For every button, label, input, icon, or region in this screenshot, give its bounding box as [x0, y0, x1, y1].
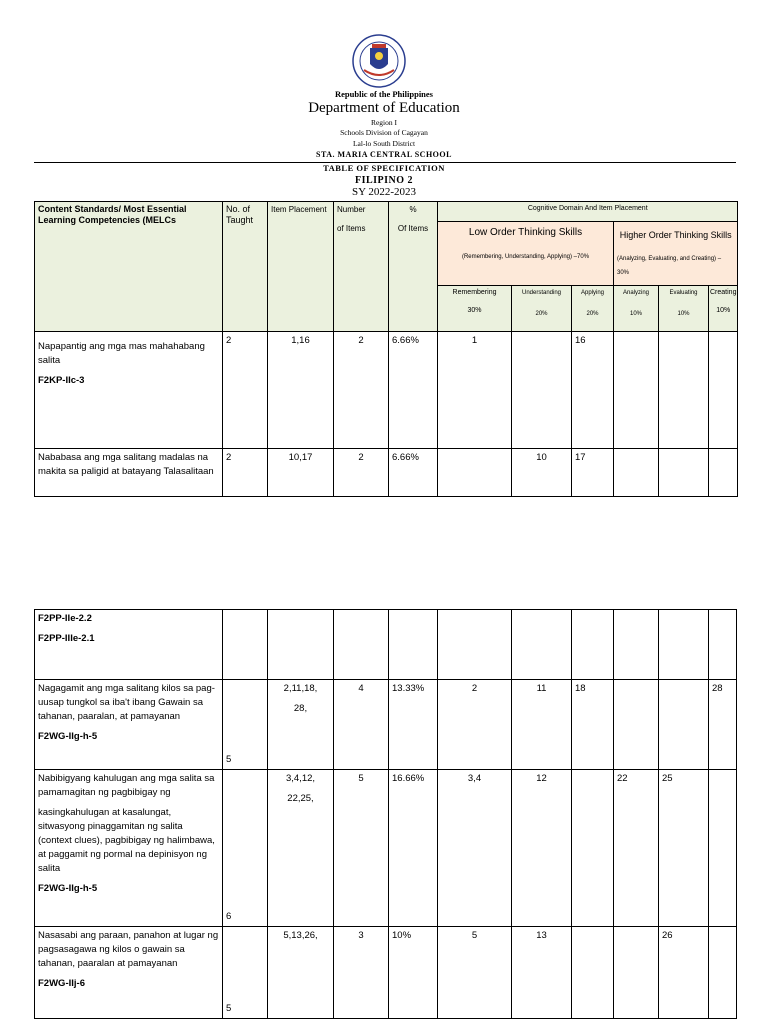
understanding-cell: [512, 610, 572, 680]
table-row: [35, 332, 738, 449]
placement-line: 3,4,12,: [285, 773, 316, 784]
taught-cell: 2: [223, 449, 268, 497]
level-name: Creating: [710, 289, 737, 296]
applying-cell: 17: [572, 449, 614, 497]
table-row: [35, 927, 737, 1019]
analyzing-cell: [614, 332, 659, 449]
level-pct: 10%: [716, 307, 731, 314]
analyzing-cell: [614, 680, 659, 770]
level-analyzing: [614, 286, 659, 332]
competency-cell: [35, 610, 223, 680]
level-name: Evaluating: [669, 290, 698, 296]
competency-text-continued: kasingkahulugan at kasalungat, sitwasyong pinaggamitan ng salita (context clues), pagbibigay ng halimbawa, at paggamit ng pormal na depinisyon ng salita: [38, 807, 215, 874]
evaluating-cell: 26: [659, 927, 709, 1019]
lot-description: (Remembering, Understanding, Applying) –70%: [461, 254, 590, 260]
evaluating-cell: [659, 449, 709, 497]
number-cell: 4: [334, 680, 389, 770]
creating-cell: [709, 927, 737, 1019]
document-title: TABLE OF SPECIFICATION: [323, 163, 445, 173]
analyzing-cell: [614, 610, 659, 680]
applying-cell: [572, 927, 614, 1019]
header-hot: [614, 222, 738, 286]
competency-text: Nagagamit ang mga salitang kilos sa pag-uusap tungkol sa iba't ibang Gawain sa tahanan, paaralan, at pamayanan: [38, 683, 215, 722]
level-name: Analyzing: [622, 290, 649, 296]
competency-code: F2WG-IIj-6: [38, 978, 85, 989]
table-row: [35, 610, 737, 680]
taught-cell: 5: [223, 927, 268, 1019]
competency-code: F2WG-IIg-h-5: [38, 731, 98, 742]
remembering-cell: [438, 610, 512, 680]
applying-cell: 18: [572, 680, 614, 770]
department-title: Department of Education: [308, 100, 460, 116]
percent-cell: 6.66%: [389, 332, 438, 449]
header-percent-label: %: [409, 205, 417, 214]
understanding-cell: [512, 332, 572, 449]
competency-text: Napapantig ang mga mas mahahabang salita: [38, 341, 205, 366]
competency-text: Nasasabi ang paraan, panahon at lugar ng pagsasagawa ng kilos o gawain sa tahanan, paaralan at pamayanan: [38, 930, 219, 969]
table-row: [35, 680, 737, 770]
lot-title: Low Order Thinking Skills: [468, 227, 583, 238]
competency-cell: [35, 449, 223, 497]
evaluating-cell: [659, 332, 709, 449]
number-cell: [334, 610, 389, 680]
competency-text: Nababasa ang mga salitang madalas na makita sa paligid at batayang Talasalitaan: [38, 452, 214, 477]
level-remembering: [438, 286, 512, 332]
understanding-cell: 13: [512, 927, 572, 1019]
applying-cell: [572, 770, 614, 927]
competency-code: F2KP-IIc-3: [38, 375, 85, 386]
competency-cell: [35, 927, 223, 1019]
placement-line: 22,25,: [287, 793, 314, 804]
placement-cell: [268, 680, 334, 770]
percent-cell: 6.66%: [389, 449, 438, 497]
taught-cell: 6: [223, 770, 268, 927]
analyzing-cell: 22: [614, 770, 659, 927]
header-item-placement: Item Placement: [268, 202, 334, 332]
tos-table-page2: [34, 609, 737, 1019]
header-lot: [438, 222, 614, 286]
placement-line: 28,: [293, 703, 308, 714]
analyzing-cell: [614, 927, 659, 1019]
level-name: Applying: [580, 290, 604, 296]
creating-cell: [709, 332, 738, 449]
level-understanding: [512, 286, 572, 332]
competency-cell: [35, 770, 223, 927]
level-applying: [572, 286, 614, 332]
competency-cell: [35, 332, 223, 449]
placement-cell: 1,16: [268, 332, 334, 449]
applying-cell: [572, 610, 614, 680]
level-pct: 10%: [677, 311, 690, 317]
evaluating-cell: [659, 680, 709, 770]
placement-cell: 10,17: [268, 449, 334, 497]
number-cell: 2: [334, 332, 389, 449]
level-pct: 20%: [586, 311, 599, 317]
hot-description: (Analyzing, Evaluating, and Creating) – 30%: [617, 256, 722, 276]
table-row: [35, 449, 738, 497]
header-percent-of-items-label: Of Items: [397, 224, 429, 233]
taught-cell: 2: [223, 332, 268, 449]
percent-cell: [389, 610, 438, 680]
competency-code: F2WG-IIg-h-5: [38, 883, 98, 894]
table-row: [35, 770, 737, 927]
school-name: STA. MARIA CENTRAL SCHOOL: [316, 150, 452, 159]
number-cell: 2: [334, 449, 389, 497]
creating-cell: 28: [709, 680, 737, 770]
analyzing-cell: [614, 449, 659, 497]
creating-cell: [709, 610, 737, 680]
header-number-label: Number: [337, 205, 366, 214]
placement-cell: [268, 770, 334, 927]
percent-cell: 16.66%: [389, 770, 438, 927]
competency-code: F2PP-IIIe-2.1: [38, 633, 95, 644]
school-year: SY 2022-2023: [351, 186, 417, 198]
header-of-items-label: of Items: [337, 224, 366, 233]
level-evaluating: [659, 286, 709, 332]
remembering-cell: [438, 449, 512, 497]
level-pct: 20%: [535, 311, 548, 317]
header-content-standards: Content Standards/ Most Essential Learning Competencies (MELCs: [35, 202, 223, 332]
placement-line: 2,11,18,: [283, 683, 318, 694]
subject-title: FILIPINO 2: [354, 175, 414, 186]
understanding-cell: 11: [512, 680, 572, 770]
competency-cell: [35, 680, 223, 770]
region-text: Region I: [370, 118, 398, 127]
taught-cell: [223, 610, 268, 680]
evaluating-cell: 25: [659, 770, 709, 927]
creating-cell: [709, 770, 737, 927]
header-cognitive-domain: Cognitive Domain And Item Placement: [438, 202, 738, 222]
number-cell: 5: [334, 770, 389, 927]
deped-seal-icon: [352, 34, 406, 88]
understanding-cell: 10: [512, 449, 572, 497]
percent-cell: 13.33%: [389, 680, 438, 770]
division-text: Schools Division of Cagayan: [340, 128, 428, 137]
level-pct: 30%: [467, 307, 482, 314]
level-creating: [709, 286, 738, 332]
taught-cell: 5: [223, 680, 268, 770]
level-name: Remembering: [452, 289, 497, 296]
level-name: Understanding: [521, 290, 562, 296]
creating-cell: [709, 449, 738, 497]
understanding-cell: 12: [512, 770, 572, 927]
header-percent-items: [389, 202, 438, 332]
percent-cell: 10%: [389, 927, 438, 1019]
republic-text: Republic of the Philippines: [334, 89, 433, 99]
header-no-taught: No. of Taught: [223, 202, 268, 332]
competency-text: Nabibigyang kahulugan ang mga salita sa pamamagitan ng pagbibigay ng: [38, 773, 215, 798]
level-pct: 10%: [629, 311, 642, 317]
remembering-cell: 3,4: [438, 770, 512, 927]
hot-title: Higher Order Thinking Skills: [619, 230, 732, 240]
competency-code: F2PP-IIe-2.2: [38, 613, 92, 624]
number-cell: 3: [334, 927, 389, 1019]
remembering-cell: 5: [438, 927, 512, 1019]
placement-cell: 5,13,26,: [268, 927, 334, 1019]
evaluating-cell: [659, 610, 709, 680]
remembering-cell: 2: [438, 680, 512, 770]
remembering-cell: 1: [438, 332, 512, 449]
district-text: Lal-lo South District: [352, 139, 416, 148]
placement-cell: [268, 610, 334, 680]
header-number-items: [334, 202, 389, 332]
tos-table-page1: [34, 201, 738, 497]
applying-cell: 16: [572, 332, 614, 449]
